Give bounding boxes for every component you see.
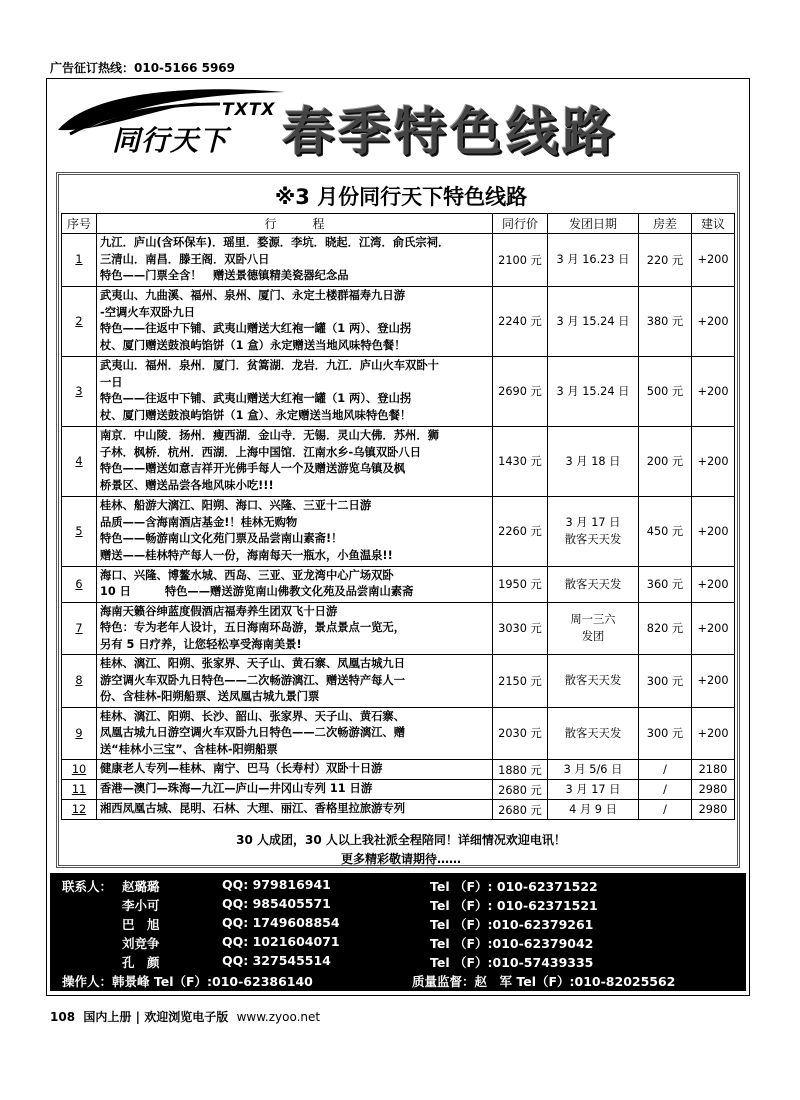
contacts-label: 联系人：	[62, 879, 113, 894]
route-line: 武夷山、九曲溪、福州、泉州、厦门、永定土楼群福寿九日游	[100, 289, 406, 302]
staff-row	[50, 972, 746, 992]
room-diff-cell: 300 元	[639, 707, 692, 760]
row-number: 9	[62, 707, 97, 760]
suggest-cell: +200	[692, 602, 735, 655]
row-number: 3	[62, 356, 97, 426]
contact-name: 孔 颜	[122, 955, 160, 970]
room-diff-cell: 450 元	[639, 496, 692, 566]
date-cell: 3 月 5/6 日	[548, 760, 639, 780]
route-line: 杖、厦门赠送鼓浪屿馅饼（1 盒）、永定赠送当地风味特色餐！	[100, 408, 412, 422]
price-cell: 1950 元	[493, 566, 548, 602]
route-line: 特色——往返中下铺、武夷山赠送大红袍一罐（1 两）、登山拐	[100, 322, 412, 335]
row-number: 10	[62, 760, 97, 780]
route-line: 香港—澳门—珠海—九江—庐山—井冈山专列 11 日游	[100, 782, 373, 796]
route-line: 杖、厦门赠送鼓浪屿馅饼（1 盒）永定赠送当地风味特色餐！	[100, 338, 406, 352]
price-cell: 1880 元	[493, 760, 548, 780]
room-diff-cell: 300 元	[639, 655, 692, 708]
price-cell: 3030 元	[493, 602, 548, 655]
room-diff-cell: /	[639, 760, 692, 780]
table-row	[62, 234, 735, 287]
table-row	[62, 800, 735, 820]
contact-qq: QQ: 985405571	[222, 896, 331, 911]
brand-english: TXTX	[222, 100, 276, 120]
room-diff-cell: /	[639, 780, 692, 800]
row-number: 4	[62, 426, 97, 496]
contact-row	[50, 915, 746, 935]
row-number: 2	[62, 286, 97, 356]
room-diff-cell: 500 元	[639, 356, 692, 426]
date-cell: 散客天天发	[548, 707, 639, 760]
operator-info: 操作人：韩景峰 Tel（F）:010-62386140	[62, 974, 313, 989]
contact-tel: Tel （F）:010-62379261	[430, 917, 594, 932]
contact-qq: QQ: 1021604071	[222, 934, 340, 949]
route-line: -空调火车双卧九日	[100, 305, 196, 319]
contact-name: 刘竞争	[122, 936, 160, 951]
room-diff-cell: /	[639, 800, 692, 820]
contact-name: 李小可	[122, 898, 160, 913]
route-cell	[97, 286, 493, 356]
date-cell: 3 月 18 日	[548, 426, 639, 496]
brand-chinese: 同行天下	[112, 124, 229, 157]
room-diff-cell: 360 元	[639, 566, 692, 602]
route-cell	[97, 602, 493, 655]
price-cell: 2690 元	[493, 356, 548, 426]
contacts-block	[50, 873, 746, 991]
price-cell: 2680 元	[493, 780, 548, 800]
routes-panel	[56, 172, 740, 868]
route-cell	[97, 496, 493, 566]
suggest-cell: +200	[692, 356, 735, 426]
suggest-cell: +200	[692, 707, 735, 760]
room-diff-cell: 200 元	[639, 426, 692, 496]
table-row	[62, 496, 735, 566]
route-line: 另有 5 日疗养，让您轻松享受海南美景!	[100, 637, 302, 651]
table-row	[62, 780, 735, 800]
route-line: 凤凰古城九日游空调火车双卧九日特色——二次畅游漓江、赠	[100, 726, 406, 739]
room-diff-cell: 380 元	[639, 286, 692, 356]
col-header-price: 同行价	[493, 214, 548, 234]
date-cell: 3 月 16.23 日	[548, 234, 639, 287]
date-cell: 4 月 9 日	[548, 800, 639, 820]
date-cell: 周一三六 发团	[548, 602, 639, 655]
more-note: 更多精彩敬请期待……	[340, 852, 461, 866]
route-line: 海口、兴隆、博鳌水城、西岛、三亚、亚龙湾中心广场双卧	[100, 568, 394, 582]
contact-qq: QQ: 327545514	[222, 953, 331, 968]
contact-row	[50, 896, 746, 916]
table-row	[62, 566, 735, 602]
route-cell	[97, 426, 493, 496]
route-cell	[97, 566, 493, 602]
price-cell: 2030 元	[493, 707, 548, 760]
suggest-cell: +200	[692, 286, 735, 356]
footer-divider: |	[135, 1010, 141, 1024]
route-line: 海南天籁谷绅蓝度假酒店福寿养生团双飞十日游	[100, 604, 338, 618]
col-header-route: 行 程	[97, 214, 493, 234]
contact-tel: Tel （F）: 010-62371521	[430, 898, 598, 913]
route-line: 特色——赠送如意吉祥开光佛手每人一个及赠送游览乌镇及枫	[100, 462, 406, 475]
suggest-cell: 2180	[692, 760, 735, 780]
contact-row	[50, 934, 746, 954]
row-number: 1	[62, 234, 97, 287]
suggest-cell: +200	[692, 655, 735, 708]
route-cell	[97, 800, 493, 820]
table-row	[62, 655, 735, 708]
route-cell	[97, 707, 493, 760]
contact-row	[50, 877, 746, 897]
row-number: 12	[62, 800, 97, 820]
route-line: 九江．庐山(含环保车)．瑶里．婺源．李坑．晓起．江湾．俞氏宗祠．	[100, 236, 450, 249]
route-line: 份、含桂林-阳朔船票、送凤凰古城九景门票	[100, 690, 320, 703]
route-line: 桂林、船游大漓江、阳朔、海口、兴隆、三亚十二日游	[100, 499, 372, 512]
route-line: 桂林、漓江、阳朔、张家界、天子山、黄石寨、凤凰古城九日	[100, 657, 406, 670]
suggest-cell: 2980	[692, 800, 735, 820]
contact-qq: QQ: 1749608854	[222, 915, 340, 930]
routes-subtitle: ※3 月份同行天下特色线路	[274, 185, 528, 209]
date-cell: 3 月 15.24 日	[548, 286, 639, 356]
contact-tel: Tel （F）:010-62379042	[430, 936, 594, 951]
contact-name: 巴 旭	[122, 917, 160, 932]
section-name: 国内上册	[83, 1010, 132, 1024]
contact-row	[50, 953, 746, 973]
page-title: 春季特色线路	[282, 103, 619, 163]
price-cell: 2680 元	[493, 800, 548, 820]
col-header-date: 发团日期	[548, 214, 639, 234]
price-cell: 2240 元	[493, 286, 548, 356]
row-number: 8	[62, 655, 97, 708]
table-row	[62, 602, 735, 655]
contact-qq: QQ: 979816941	[222, 877, 331, 892]
route-line: 特色——门票全含！ 赠送景德镇精美瓷器纪念品	[100, 269, 349, 282]
route-line: 一日	[100, 375, 123, 389]
route-line: 特色：专为老年人设计，五日海南环岛游，景点景点一览无，	[100, 621, 406, 634]
row-number: 5	[62, 496, 97, 566]
route-line: 湘西凤凰古城、昆明、石林、大理、丽江、香格里拉旅游专列	[100, 802, 406, 816]
route-line: 南京．中山陵．扬州．瘦西湖．金山寺．无锡．灵山大佛．苏州．狮	[100, 429, 439, 442]
group-note: 30 人成团，30 人以上我社派全程陪同！详细情况欢迎电讯！	[236, 833, 566, 847]
price-cell: 2260 元	[493, 496, 548, 566]
price-cell: 2100 元	[493, 234, 548, 287]
date-cell: 3 月 17 日	[548, 780, 639, 800]
date-cell: 散客天天发	[548, 655, 639, 708]
route-cell	[97, 780, 493, 800]
table-row	[62, 356, 735, 426]
route-cell	[97, 234, 493, 287]
route-line: 桂林、漓江、阳朔、长沙、韶山、张家界、天子山、黄石寨、	[100, 709, 406, 723]
col-header-room: 房差	[639, 214, 692, 234]
route-line: 特色——往返中下铺、武夷山赠送大红袍一罐（1 两）、登山拐	[100, 392, 412, 405]
contact-tel: Tel （F）:010-57439335	[430, 955, 594, 970]
footer-url[interactable]: www.zyoo.net	[236, 1010, 321, 1024]
row-number: 7	[62, 602, 97, 655]
row-number: 11	[62, 780, 97, 800]
route-line: 子林．枫桥．杭州．西湖．上海中国馆．江南水乡-乌镇双卧八日	[100, 445, 422, 459]
col-header-suggest: 建议	[692, 214, 735, 234]
route-cell	[97, 356, 493, 426]
suggest-cell: +200	[692, 566, 735, 602]
table-row	[62, 760, 735, 780]
table-header-row	[62, 214, 735, 234]
table-row	[62, 707, 735, 760]
route-line: 特色——畅游南山文化苑门票及品尝南山素斋!！	[100, 532, 343, 545]
routes-table	[61, 213, 735, 820]
route-line: 送“桂林小三宝”、含桂林-阳朔船票	[100, 742, 278, 756]
route-line: 三清山．南昌．滕王阁．双卧八日	[100, 252, 270, 266]
price-cell: 2150 元	[493, 655, 548, 708]
supervisor-info: 质量监督：赵 军 Tel（F）:010-82025562	[412, 974, 676, 989]
date-cell: 散客天天发	[548, 566, 639, 602]
route-line: 桥景区、赠送品尝各地风味小吃!!!	[100, 478, 274, 492]
route-cell	[97, 760, 493, 780]
route-line: 10 日 特色——赠送游览南山佛教文化苑及品尝南山素斋	[100, 585, 414, 598]
suggest-cell: +200	[692, 234, 735, 287]
ad-hotline: 广告征订热线：010-5166 5969	[50, 61, 236, 75]
route-line: 游空调火车双卧九日特色——二次畅游漓江、赠送特产每人一	[100, 673, 406, 687]
row-number: 6	[62, 566, 97, 602]
room-diff-cell: 820 元	[639, 602, 692, 655]
suggest-cell: +200	[692, 496, 735, 566]
room-diff-cell: 220 元	[639, 234, 692, 287]
route-line: 武夷山．福州．泉州．厦门．贫篙湖．龙岩．九江．庐山火车双卧十	[100, 359, 439, 372]
route-line: 赠送——桂林特产每人一份，海南每天一瓶水，小鱼温泉!!	[100, 548, 393, 562]
route-line: 健康老人专列—桂林、南宁、巴马（长寿村）双卧十日游	[100, 762, 383, 776]
col-header-no: 序号	[62, 214, 97, 234]
table-row	[62, 426, 735, 496]
footer-slogan: 欢迎浏览电子版	[144, 1010, 229, 1024]
contact-name: 赵璐璐	[122, 879, 160, 894]
route-line: 品质——含海南酒店基金!！桂林无购物	[100, 515, 298, 529]
suggest-cell: +200	[692, 426, 735, 496]
page-number: 108	[50, 1010, 76, 1024]
suggest-cell: 2980	[692, 780, 735, 800]
date-cell: 3 月 17 日 散客天天发	[548, 496, 639, 566]
table-row	[62, 286, 735, 356]
price-cell: 1430 元	[493, 426, 548, 496]
page-footer	[50, 1008, 320, 1025]
route-cell	[97, 655, 493, 708]
date-cell: 3 月 15.24 日	[548, 356, 639, 426]
banner	[50, 82, 746, 166]
contact-tel: Tel （F）: 010-62371522	[430, 879, 598, 894]
